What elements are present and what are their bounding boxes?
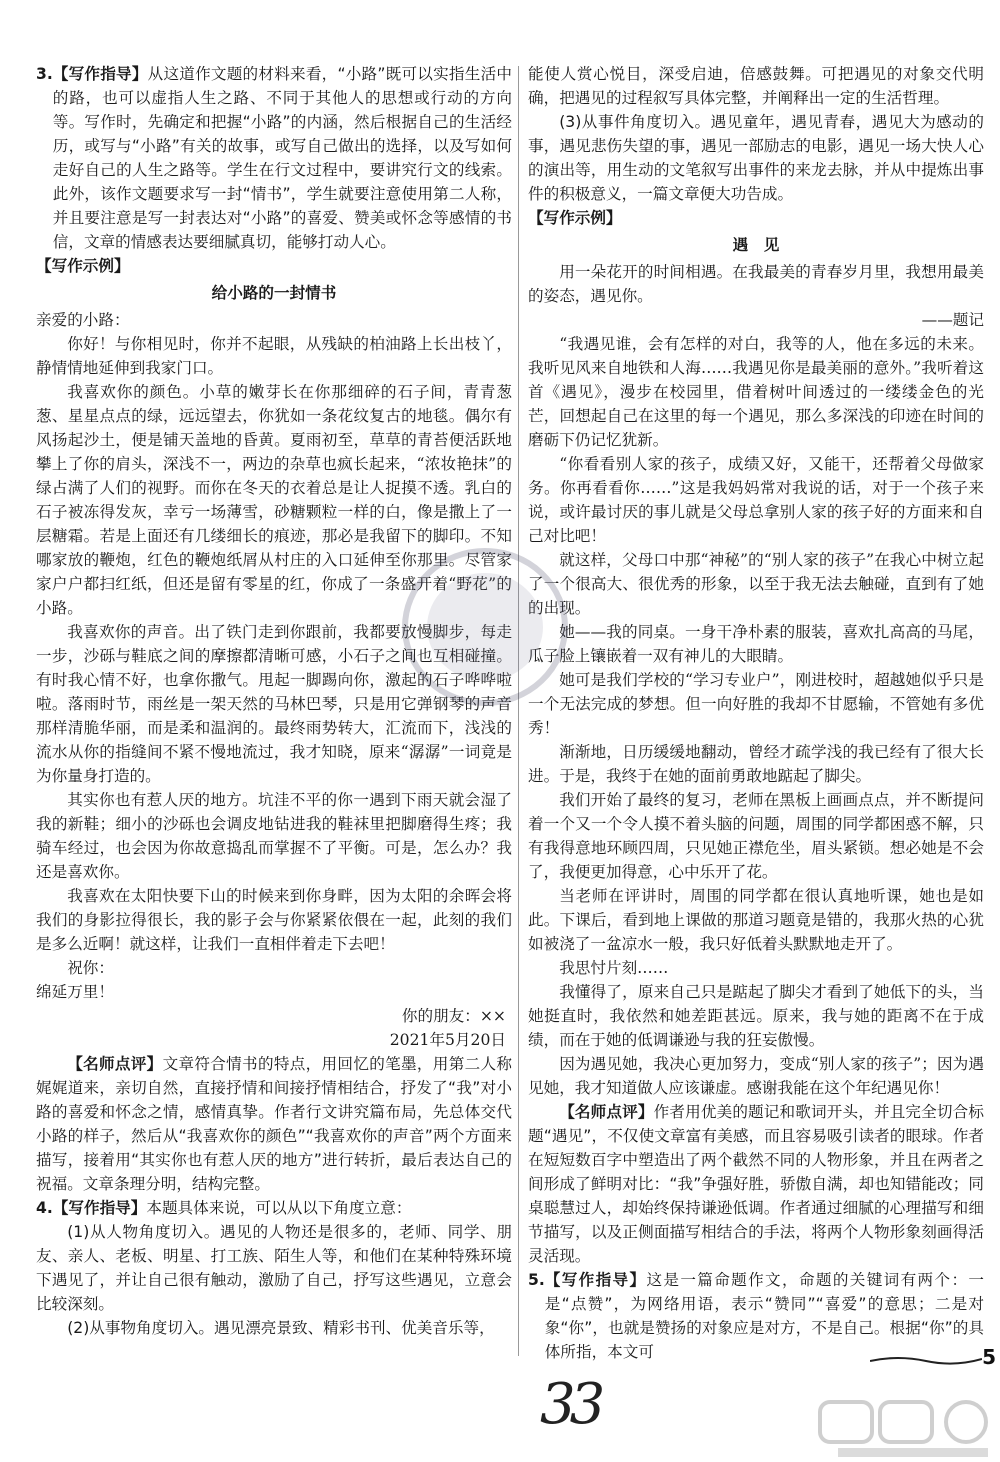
right-column: [528, 62, 984, 1364]
example-tag: 【写作示例】: [528, 209, 622, 227]
question-3-guide: [36, 62, 512, 254]
essay-paragraph: 她可是我们学校的“学习专业户”，刚进校时，超越她似乎只是一个无法完成的梦想。但一向好胜的我却不甘愿输，不管她有多优秀！: [528, 671, 984, 737]
essay-paragraph: 你好！与你相见时，你并不起眼，从残缺的柏油路上长出枝丫，静情情地延伸到我家门口。: [36, 335, 512, 377]
essay-paragraph: 我喜欢你的声音。出了铁门走到你跟前，我都要放慢脚步，每走一步，沙砾与鞋底之间的摩擦都清晰可感，小石子之间也互相碰撞。有时我心情不好，也拿你撒气。甩起一脚踢向你，激起的石子哗哗啦啦。落雨时节，雨丝是一架天然的马林巴琴，只是用它弹钢琴的声音那样清脆华丽，而是柔和温润的。最终雨势转大，汇流而下，浅浅的流水从你的指缝间不紧不慢地流过，我才知晓，原来“潺潺”一词竟是为你量身打造的。: [36, 623, 512, 785]
letter-greeting: 亲爱的小路：: [36, 311, 130, 329]
guide-continuation: 能使人赏心悦目，深受启迪，倍感鼓舞。可把遇见的对象交代明确，把遇见的过程叙写具体完整，并阐释出一定的生活哲理。: [528, 65, 984, 107]
corner-logo: [818, 1398, 996, 1460]
guide-paragraph: [545, 1268, 984, 1364]
comment-tag: 【名师点评】: [67, 1055, 163, 1073]
essay-title: 遇 见: [732, 236, 780, 254]
essay-paragraph: 我们开始了最终的复习，老师在黑板上画画点点，并不断提问着一个又一个令人摸不着头脑的问题，周围的同学都困惑不解，只有我得意地环顾四周，只见她正襟危坐，眉头紧锁。想必她是不会了，我便更加得意，心中乐开了花。: [528, 791, 984, 881]
guide-tag: 【写作指导】: [52, 65, 148, 83]
letter-wish: 祝你：: [67, 959, 114, 977]
letter-date: 2021年5月20日: [389, 1031, 506, 1049]
essay-paragraph: 我喜欢你的颜色。小草的嫩芽长在你那细碎的石子间，青青葱葱、星星点点的绿，远远望去，你犹如一条花纹复古的地毯。偶尔有风扬起沙土，便是铺天盖地的昏黄。夏雨初至，草草的青苔便活跃地攀上了你的肩头，深浅不一，两边的杂草也疯长起来，“浓妆艳抹”的绿占满了人们的视野。而你在冬天的衣着总是让人捉摸不透。乳白的石子被冻得发灰，幸亏一场薄雪，砂糖颗粒一样的白，像是撒上了一层糖霜。若是上面还有几缕细长的痕迹，那必是我留下的脚印。不知哪家放的鞭炮，红色的鞭炮纸屑从村庄的入口延伸至你那里。尽管家家户户都扫红纸，但还是留有零星的红，你成了一条盛开着“野花”的小路。: [36, 383, 512, 617]
page-ornament: [870, 1353, 982, 1365]
letter-signature: 你的朋友：××: [401, 1007, 506, 1025]
guide-text: 本题具体来说，可以从以下角度立意：: [146, 1199, 412, 1217]
essay-paragraph: 其实你也有惹人厌的地方。坑洼不平的你一遇到下雨天就会湿了我的新鞋；细小的沙砾也会调皮地钻进我的鞋袜里把脚磨得生疼；我骑车经过，也会因为你故意捣乱而掌握不了平衡。可是，怎么办？我还是喜欢你。: [36, 791, 512, 881]
comment-tag: 【名师点评】: [559, 1103, 654, 1121]
column-divider: [518, 66, 519, 1356]
essay-paragraph: 当老师在评讲时，周围的同学都在很认真地听课，她也是如此。下课后，看到地上课做的那道习题竟是错的，我那火热的心犹如被浇了一盆凉水一般，我只好低着头默默地走开了。: [528, 887, 984, 953]
essay-paragraph: 我思忖片刻……: [559, 959, 669, 977]
comment-text: 文章符合情书的特点，用回忆的笔墨，用第二人称娓娓道来，亲切自然，直接抒情和间接抒情相结合，抒发了“我”对小路的喜爱和怀念之情，感情真挚。作者行文讲究篇布局，先总体交代小路的样子，然后从“我喜欢你的颜色”“我喜欢你的声音”两个方面来描写，接着用“其实你也有惹人厌的地方”进行转折，最后表达自己的祝福。文章条理分明，结构完整。: [36, 1055, 512, 1193]
handwritten-page-number: 33: [540, 1372, 600, 1437]
epigraph-source: ——题记: [921, 311, 984, 329]
question-5-guide: [528, 1268, 984, 1364]
essay-paragraph: 她——我的同桌。一身干净朴素的服装，喜欢扎高高的马尾，瓜子脸上镶嵌着一双有神儿的大眼睛。: [528, 623, 984, 665]
guide-point: (1)从人物角度切入。遇见的人物还是很多的，老师、同学、朋友、亲人、老板、明星、打工族、陌生人等，和他们在某种特殊环境下遇见了，并让自己很有触动，激励了自己，抒写这些遇见，立意会比较深刻。: [36, 1223, 512, 1313]
guide-text: 从这道作文题的材料来看，“小路”既可以实指生活中的路，也可以虚指人生之路、不同于其他人的思想或行动的方向等。写作时，先确定和把握“小路”的内涵，然后根据自己的生活经历，或写与“小路”有关的故事，或写自己做出的选择，以及写如何走好自己的人生之路等。学生在行文过程中，要讲究行文的线索。此外，该作文题要求写一封“情书”，学生就要注意使用第二人称，并且要注意是写一封表达对“小路”的喜爱、赞美或怀念等感情的书信，文章的情感表达要细腻真切，能够打动人心。: [52, 65, 512, 251]
essay-paragraph: 我喜欢在太阳快要下山的时候来到你身畔，因为太阳的余晖会将我们的身影拉得很长，我的影子会与你紧紧依偎在一起，此刻的我们是多么近啊！就这样，让我们一直相伴着走下去吧！: [36, 887, 512, 953]
question-number: 4.: [36, 1199, 53, 1217]
example-tag: 【写作示例】: [36, 257, 130, 275]
guide-tag: 【写作指导】: [52, 1199, 147, 1217]
question-4-guide: [36, 1196, 512, 1220]
epigraph: 用一朵花开的时间相遇。在我最美的青春岁月里，我想用最美的姿态，遇见你。: [528, 263, 984, 305]
watermark-stamp: [400, 545, 570, 710]
essay-paragraph: 渐渐地，日历缓缓地翻动，曾经才疏学浅的我已经有了很大长进。于是，我终于在她的面前勇敢地踮起了脚尖。: [528, 743, 984, 785]
comment-text: 作者用优美的题记和歌词开头，并且完全切合标题“遇见”，不仅使文章富有美感，而且容易吸引读者的眼球。作者在短短数百字中塑造出了两个截然不同的人物形象，并且在两者之间形成了鲜明对比：“我”争强好胜，骄傲自满，却也知错能改；同桌聪慧过人，却始终保持谦逊低调。作者通过细腻的心理描写和细节描写，以及正侧面描写相结合的手法，将两个人物形象刻画得活灵活现。: [528, 1103, 984, 1265]
essay-title: 给小路的一封情书: [211, 284, 337, 302]
question-number: 3.: [36, 65, 53, 83]
guide-paragraph: [53, 62, 512, 254]
essay-paragraph: 就这样，父母口中那“神秘”的“别人家的孩子”在我心中树立起了一个很高大、很优秀的形象，以至于我无法去触碰，直到有了她的出现。: [528, 551, 984, 617]
guide-point: (3)从事件角度切入。遇见童年，遇见青春，遇见大为感动的事，遇见悲伤失望的事，遇见一部励志的电影，遇见一场大快人心的演出等，用生动的文笔叙写出事件的来龙去脉，并从中提炼出事件的积极意义，一篇文章便大功告成。: [528, 113, 984, 203]
essay-paragraph: 我懂得了，原来自己只是踮起了脚尖才看到了她低下的头，当她挺直时，我依然和她差距甚远。原来，我与她的距离不在于成绩，而在于她的低调谦逊与我的狂妄傲慢。: [528, 983, 984, 1049]
essay-paragraph: 因为遇见她，我决心更加努力，变成“别人家的孩子”；因为遇见她，我才知道做人应该谦虚。感谢我能在这个年纪遇见你！: [528, 1055, 984, 1097]
essay-paragraph: “你看看别人家的孩子，成绩又好，又能干，还帮着父母做家务。你再看看你……”这是我妈妈常对我说的话，对于一个孩子来说，或许最讨厌的事儿就是父母总拿别人家的孩子好的方面来和自己对比吧！: [528, 455, 984, 545]
guide-text: 这是一篇命题作文，命题的关键词有两个：一是“点赞”，为网络用语，表示“赞同”“喜爱”的意思；二是对象“你”，也就是赞扬的对象应是对方，不是自己。根据“你”的具体所指，本文可: [544, 1271, 984, 1361]
guide-paragraph: [53, 1196, 412, 1220]
page-number: 5: [982, 1345, 996, 1369]
letter-wish-closing: 绵延万里！: [36, 983, 114, 1001]
question-number: 5.: [528, 1271, 545, 1289]
guide-tag: 【写作指导】: [544, 1271, 647, 1289]
guide-point: (2)从事物角度切入。遇见漂亮景致、精彩书刊、优美音乐等，: [67, 1319, 495, 1337]
teacher-comment: [528, 1100, 984, 1268]
essay-paragraph: “我遇见谁，会有怎样的对白，我等的人，他在多远的未来。我听见风来自地铁和人海……我遇见你是最美丽的意外。”我听着这首《遇见》，漫步在校园里，借着树叶间透过的一缕缕金色的光芒，回想起自己在这里的每一个遇见，那么多深浅的印迹在时间的磨砺下仍记忆犹新。: [528, 335, 984, 449]
teacher-comment: [36, 1052, 512, 1196]
